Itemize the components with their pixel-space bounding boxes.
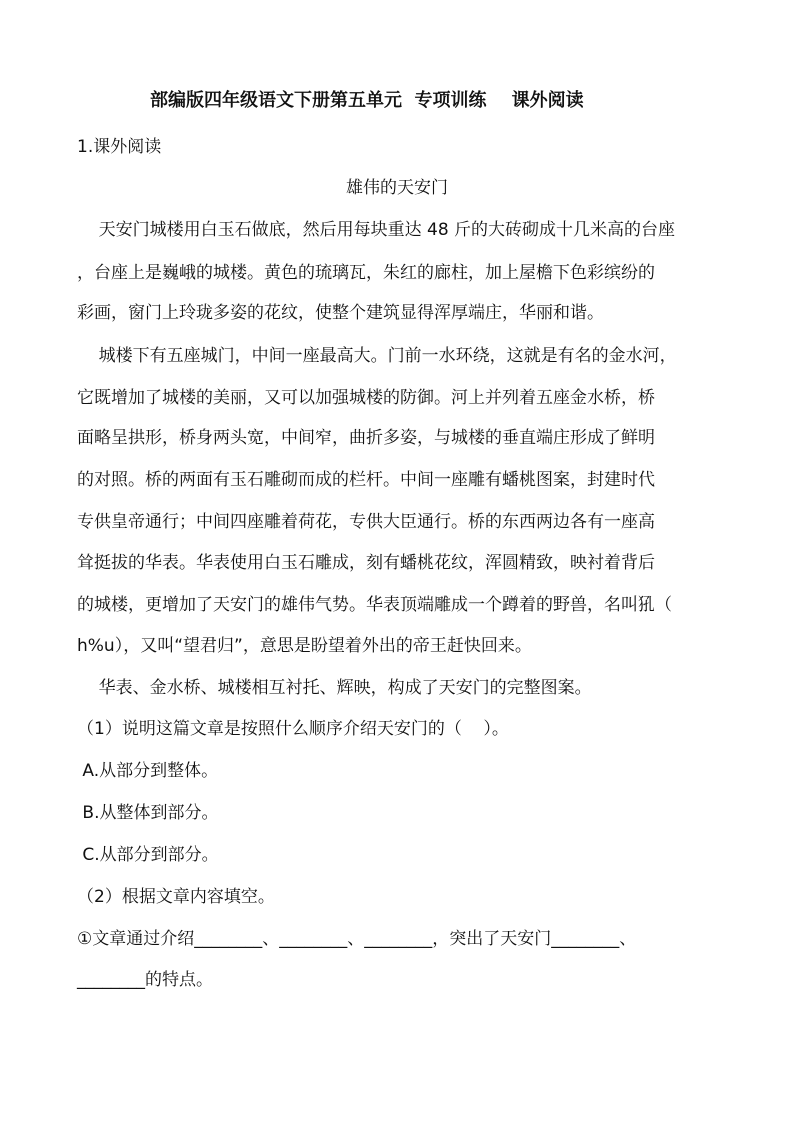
fill-in-line: ________的特点。	[77, 970, 213, 990]
passage-line: h%u），又叫“望君归”，意思是盼望着外出的帝王赶快回来。	[77, 636, 532, 656]
passage-line: 耸挺拔的华表。华表使用白玉石雕成，刻有蟠桃花纹，浑圆精致，映衬着背后	[77, 553, 655, 573]
passage-line: 的对照。桥的两面有玉石雕砌而成的栏杆。中间一座雕有蟠桃图案，封建时代	[77, 470, 655, 490]
passage-line: 它既增加了城楼的美丽，又可以加强城楼的防御。河上并列着五座金水桥，桥	[77, 388, 655, 408]
document-title: 部编版四年级语文下册第五单元 专项训练 课外阅读	[150, 90, 584, 111]
option-c: C.从部分到部分。	[77, 845, 219, 865]
passage-line: 的城楼，更增加了天安门的雄伟气势。华表顶端雕成一个蹲着的野兽，名叫犼（	[77, 595, 672, 615]
passage-line: 城楼下有五座城门，中间一座最高大。门前一水环绕，这就是有名的金水河，	[77, 346, 677, 366]
passage-line: 华表、金水桥、城楼相互衬托、辉映，构成了天安门的完整图案。	[77, 678, 592, 698]
passage-title: 雄伟的天安门	[346, 178, 448, 198]
passage-line: ，台座上是巍峨的城楼。黄色的琉璃瓦，朱红的廊柱，加上屋檐下色彩缤纷的	[77, 263, 655, 283]
option-a: A.从部分到整体。	[77, 761, 219, 781]
question-1: （1）说明这篇文章是按照什么顺序介绍天安门的（ ）。	[77, 719, 509, 739]
fill-in-line: ①文章通过介绍________、________、________，突出了天安门________、	[77, 929, 637, 949]
section-heading: 1.课外阅读	[77, 137, 162, 157]
passage-line: 专供皇帝通行；中间四座雕着荷花，专供大臣通行。桥的东西两边各有一座高	[77, 512, 655, 532]
passage-line: 彩画，窗门上玲珑多姿的花纹，使整个建筑显得浑厚端庄，华丽和谐。	[77, 303, 604, 323]
option-b: B.从整体到部分。	[77, 803, 219, 823]
passage-line: 天安门城楼用白玉石做底，然后用每块重达 48 斤的大砖砌成十几米高的台座	[77, 220, 676, 240]
question-2: （2）根据文章内容填空。	[77, 887, 275, 907]
passage-line: 面略呈拱形，桥身两头宽，中间窄，曲折多姿，与城楼的垂直端庄形成了鲜明	[77, 428, 655, 448]
